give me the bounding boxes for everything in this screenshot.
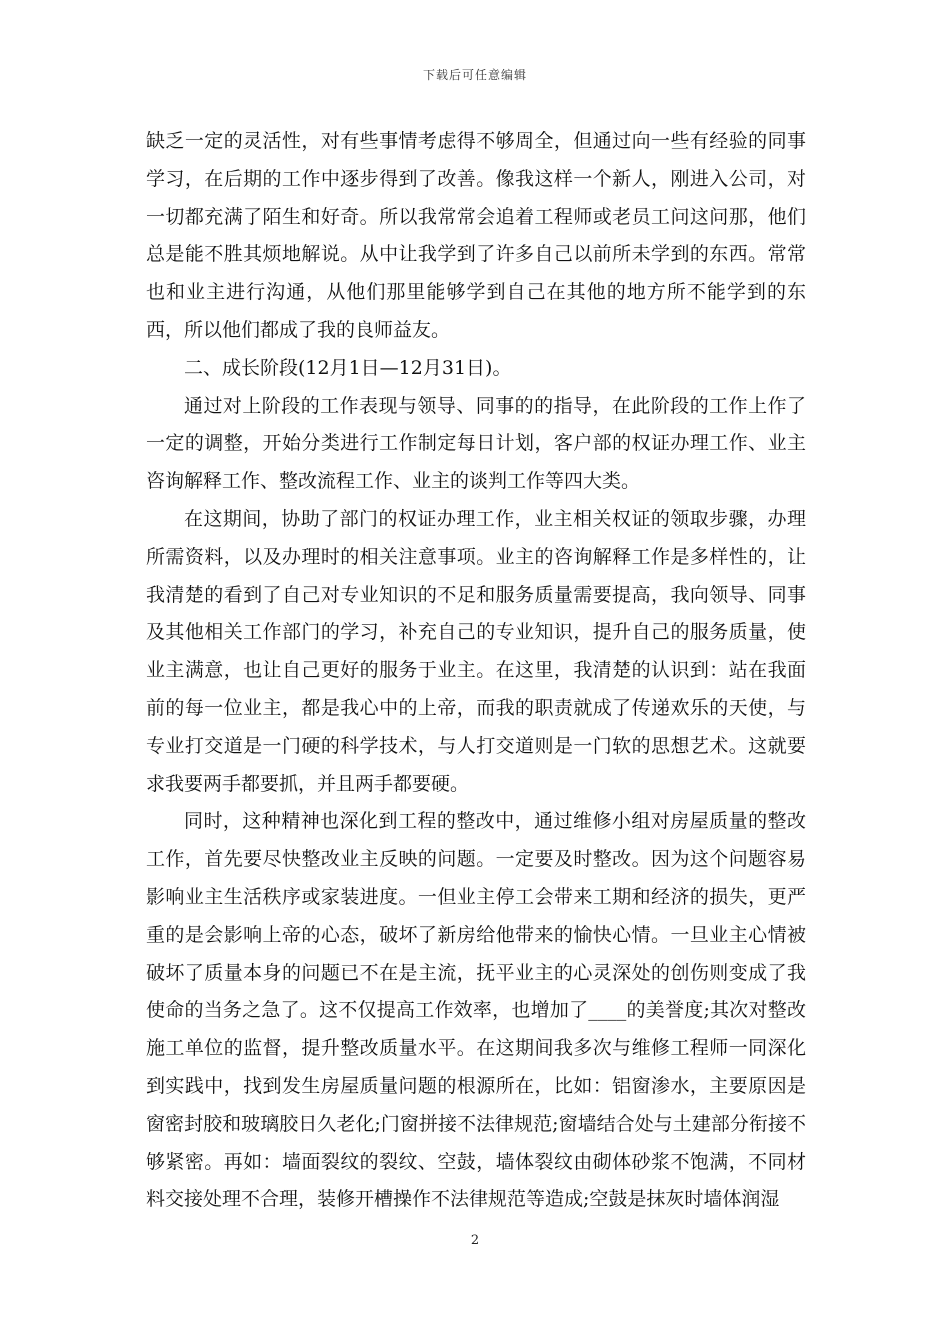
paragraph-continuation: 缺乏一定的灵活性，对有些事情考虑得不够周全，但通过向一些有经验的同事学习，在后期的工作中逐步得到了改善。像我这样一个新人，刚进入公司，对一切都充满了陌生和好奇。所以我常常会追着工程师或老员工问这问那，他们总是能不胜其烦地解说。从中让我学到了许多自己以前所未学到的东西。常常也和业主进行沟通，从他们那里能够学到自己在其他的地方所不能学到的东西，所以他们都成了我的良师益友。 [146, 130, 806, 341]
paragraph: 通过对上阶段的工作表现与领导、同事的的指导，在此阶段的工作上作了一定的调整，开始分类进行工作制定每日计划，客户部的权证办理工作、业主咨询解释工作、整改流程工作、业主的谈判工作等四大类。 [146, 394, 806, 493]
page-number: 2 [470, 1233, 480, 1248]
paragraph: 在这期间，协助了部门的权证办理工作，业主相关权证的领取步骤，办理所需资料，以及办理时的相关注意事项。业主的咨询解释工作是多样性的，让我清楚的看到了自己对专业知识的不足和服务质量需要提高，我向领导、同事及其他相关工作部门的学习，补充自己的专业知识，提升自己的服务质量，使业主满意，也让自己更好的服务于业主。在这里，我清楚的认识到：站在我面前的每一位业主，都是我心中的上帝，而我的职责就成了传递欢乐的天使，与专业打交道是一门硬的科学技术，与人打交道则是一门软的思想艺术。这就要求我要两手都要抓，并且两手都要硬。 [146, 507, 806, 795]
section-heading: 二、成长阶段(12月1日—12月31日)。 [184, 356, 512, 379]
page-header: 下载后可任意编辑 [422, 68, 527, 82]
paragraph: 同时，这种精神也深化到工程的整改中，通过维修小组对房屋质量的整改工作，首先要尽快整改业主反映的问题。一定要及时整改。因为这个问题容易影响业主生活秩序或家装进度。一但业主停工会带来工期和经济的损失，更严重的是会影响上帝的心态，破坏了新房给他带来的愉快心情。一旦业主心情被破坏了质量本身的问题已不在是主流，抚平业主的心灵深处的创伤则变成了我使命的当务之急了。这不仅提高工作效率，也增加了____的美誉度;其次对整改施工单位的监督，提升整改质量水平。在这期间我多次与维修工程师一同深化到实践中，找到发生房屋质量问题的根源所在，比如：铝窗渗水，主要原因是窗密封胶和玻璃胶日久老化;门窗拼接不法律规范;窗墙结合处与土建部分衔接不够紧密。再如：墙面裂纹的裂纹、空鼓，墙体裂纹由砌体砂浆不饱满，不同材料交接处理不合理，装修开槽操作不法律规范等造成;空鼓是抹灰时墙体润湿 [146, 810, 806, 1211]
document-body [146, 123, 806, 1219]
